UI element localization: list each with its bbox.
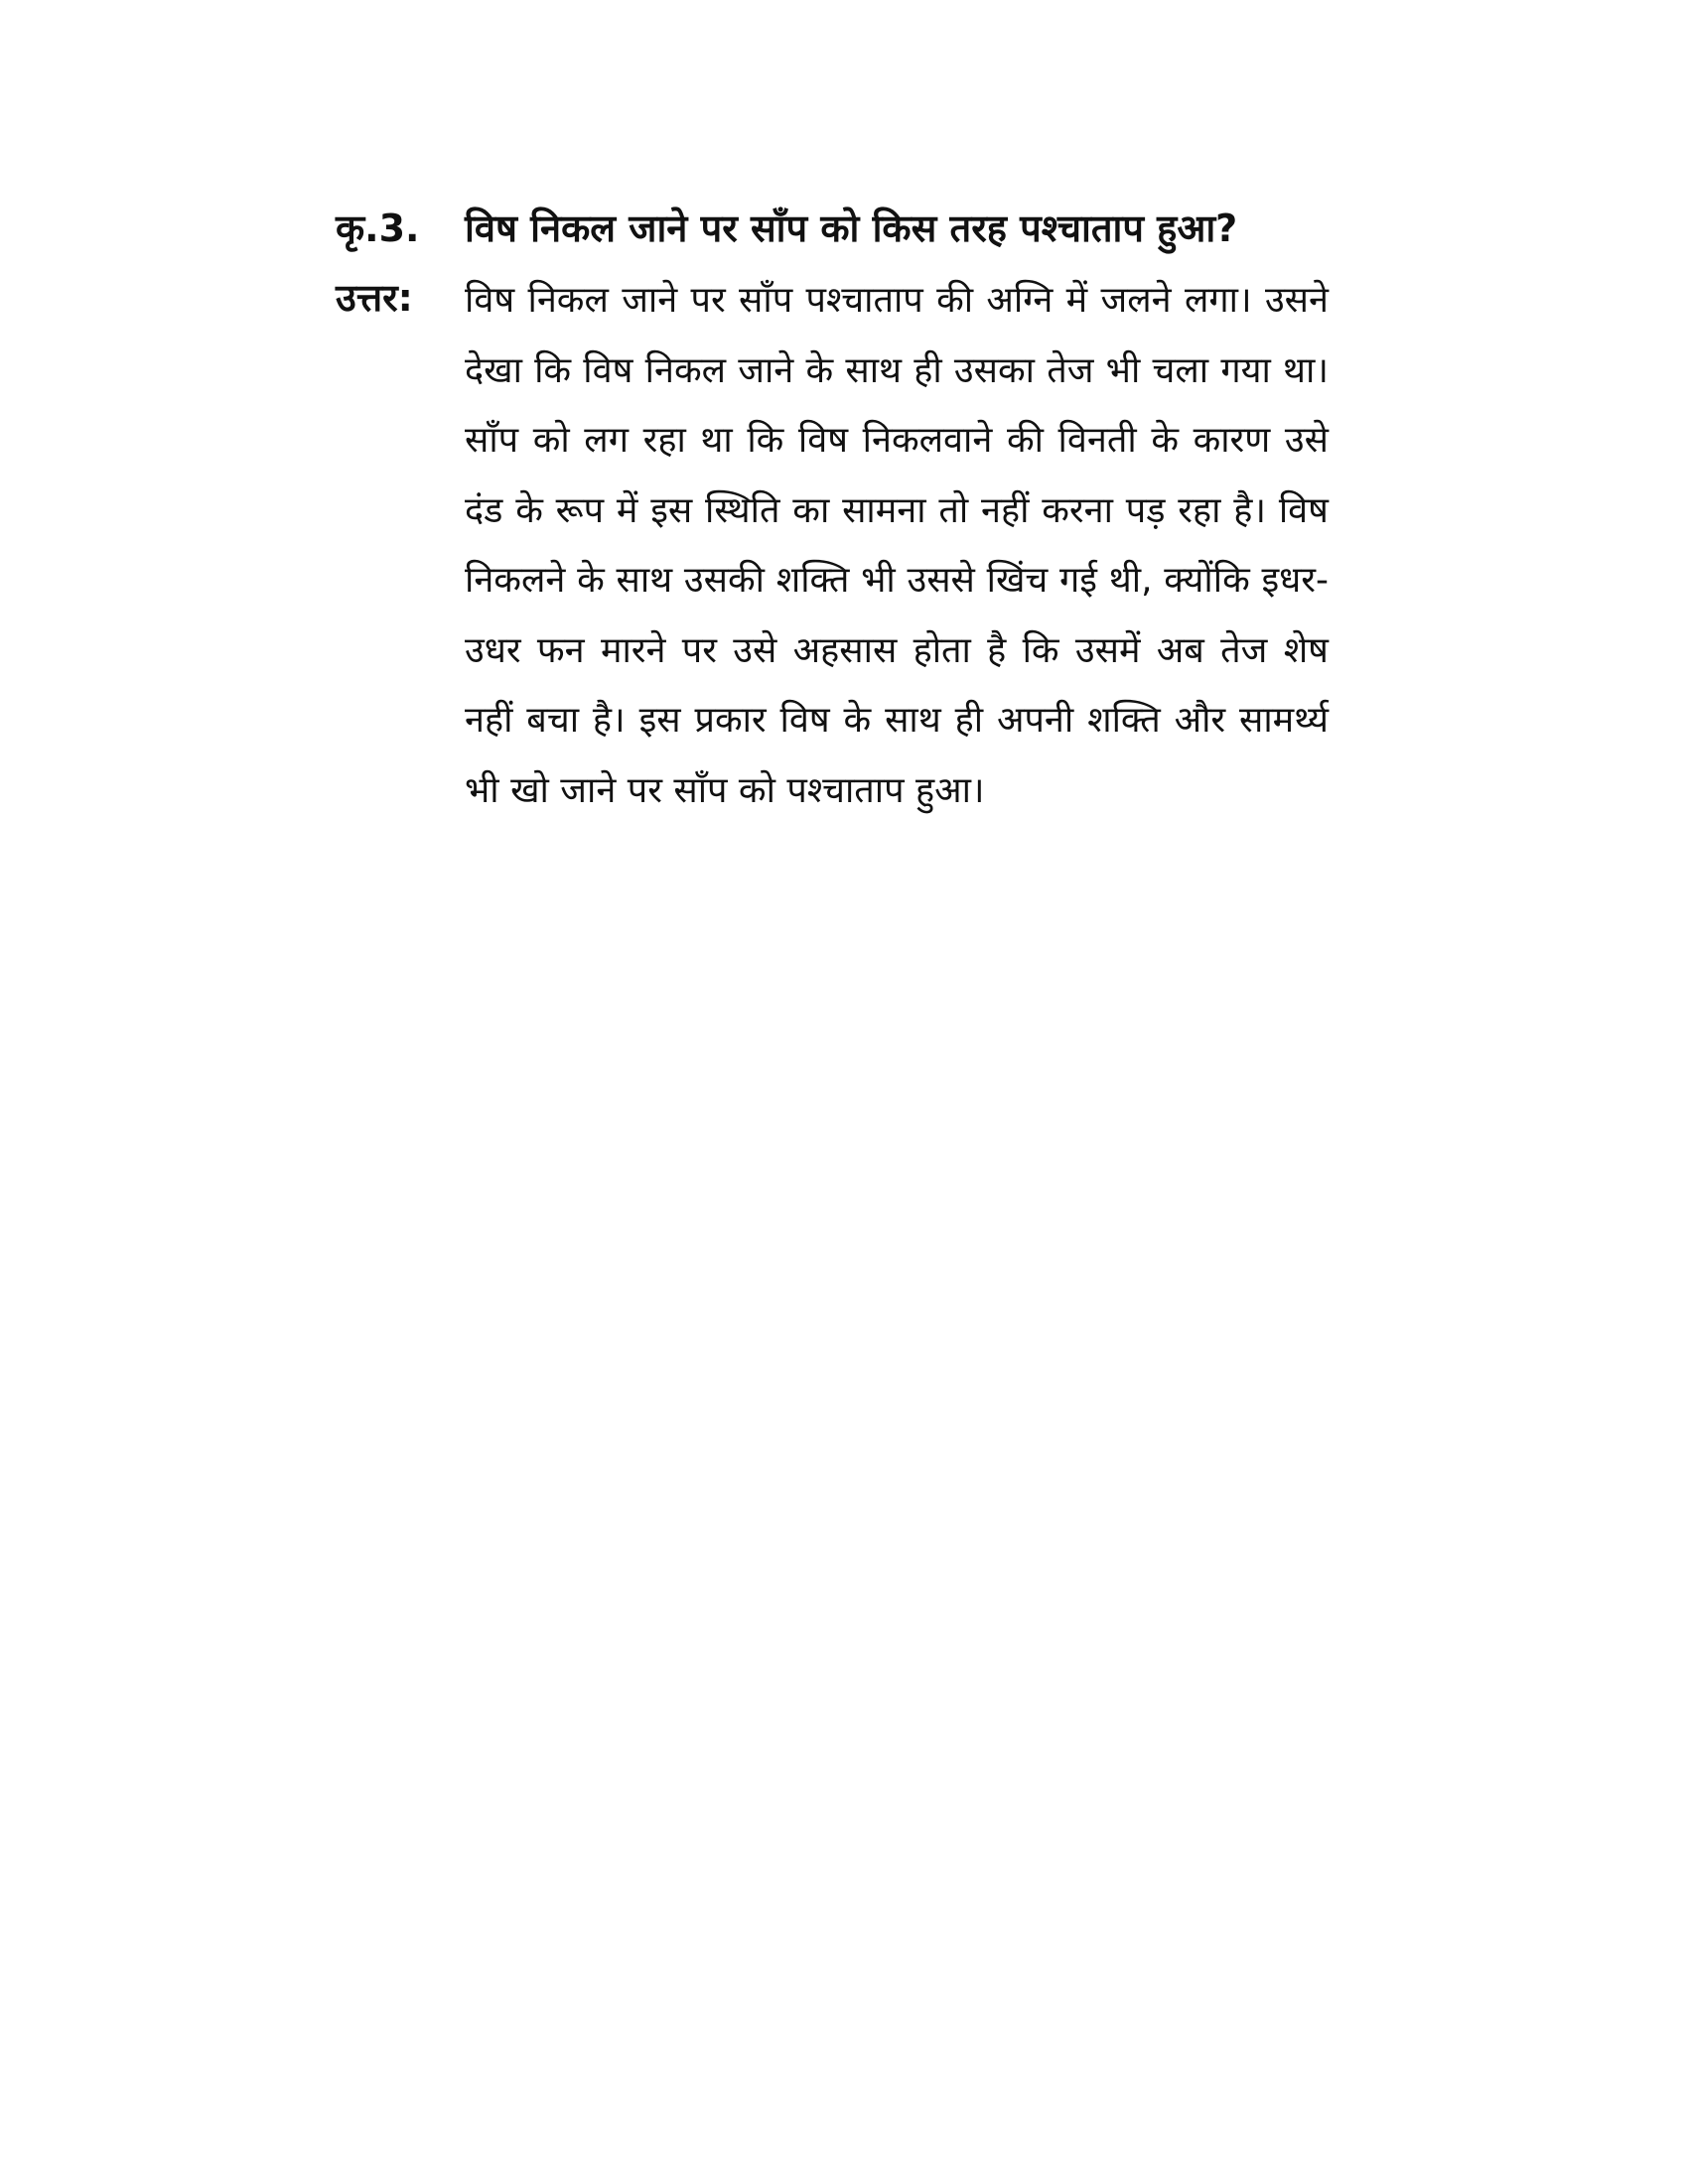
answer-text: विष निकल जाने पर साँप पश्चाताप की अग्नि में जलने लगा। उसने देखा कि विष निकल जाने के साथ ही उसका तेज भी चला गया था। साँप को लग रहा था कि विष निकलवाने की विनती के कारण उसे दंड के रूप में इस स्थिति का सामना तो नहीं करना पड़ रहा है। विष निकलने के साथ उसकी शक्ति भी उससे खिंच गई थी, क्योंकि इधर-उधर फन मारने पर उसे अहसास होता है कि उसमें अब तेज शेष नहीं बचा है। इस प्रकार विष के साथ ही अपनी शक्ति और सामर्थ्य भी खो जाने पर साँप को पश्चाताप हुआ।: [465, 280, 1329, 811]
answer: [336, 266, 1329, 826]
question-text: विष निकल जाने पर साँप को किस तरह पश्चाताप हुआ?: [465, 206, 1238, 250]
question-number: कृ.3.: [336, 206, 420, 250]
answer-label: उत्तर:: [336, 276, 413, 320]
question-answer-block: [336, 197, 1329, 826]
question: [336, 197, 1329, 260]
